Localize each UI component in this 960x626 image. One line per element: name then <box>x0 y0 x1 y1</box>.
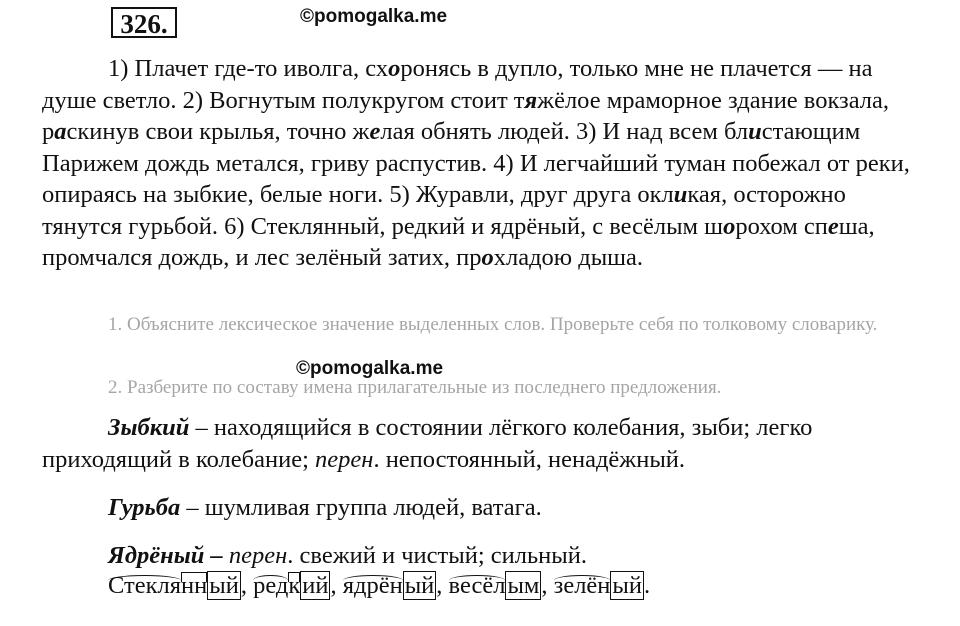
highlighted-letter: и <box>748 118 762 145</box>
root-morpheme: ред <box>253 572 289 599</box>
highlighted-letter: я <box>524 86 538 114</box>
text-segment: ронясь в дупло, только мне не плачется — на душе светло. 2) Вогнутым полукругом стоит т <box>42 55 873 114</box>
abbreviation: перен <box>228 542 288 569</box>
term: Гурьба <box>108 494 181 521</box>
exercise-paragraph <box>42 53 922 274</box>
highlighted-letter: е <box>369 118 381 145</box>
ending-morpheme: ый <box>404 572 435 599</box>
ending-morpheme: ий <box>302 572 329 599</box>
suffix-morpheme: нн <box>181 572 208 599</box>
abbreviation: перен <box>315 446 374 473</box>
root-morpheme: весёл <box>448 572 506 599</box>
text-segment: жёлое мраморное здание вокзала, р <box>42 86 890 145</box>
ending-morpheme: ым <box>507 572 540 599</box>
root-morpheme: ядрён <box>342 572 403 599</box>
separator: , <box>436 572 449 599</box>
highlighted-letter: е <box>827 212 839 240</box>
dash: – <box>180 494 205 521</box>
highlighted-letter: о <box>481 244 494 271</box>
definitions <box>42 412 922 572</box>
definition-text: . непостоянный, ненадёжный. <box>373 446 686 473</box>
text-segment: кая, осторожно тянутся гурьбой. 6) Стеклянный, редкий и ядрёный, с весёлым ш <box>42 181 846 240</box>
exercise-text <box>42 53 922 274</box>
text-segment: скинув свои крылья, точно ж <box>66 118 370 145</box>
analyzed-word <box>343 566 437 606</box>
text-segment: стающим Парижем дождь метался, гриву распустив. 4) И легчайший туман побежал от реки, опираясь на зыбкие, белые ноги. 5) Журавли, друг друга окл <box>42 118 910 208</box>
root-morpheme: зелён <box>553 572 611 599</box>
highlighted-letter: о <box>388 55 401 82</box>
highlighted-letter: о <box>723 212 736 240</box>
task-1: 1. Объясните лексическое значение выделенных слов. Проверьте себя по толковому словарику. <box>108 314 878 335</box>
definition-1 <box>42 412 922 476</box>
separator: , <box>330 572 343 599</box>
analyzed-word <box>449 566 542 606</box>
watermark-top: ©pomogalka.me <box>300 6 448 27</box>
definition-text: находящийся в состоянии лёгкого колебания, зыби; легко приходящий в колебание; <box>42 414 813 473</box>
dash: – <box>204 542 229 569</box>
text-segment: рохом сп <box>735 212 828 240</box>
definition-text: шумливая группа людей, ватага. <box>204 494 542 521</box>
definition-text: . свежий и чистый; сильный. <box>287 542 587 569</box>
separator: , <box>541 572 554 599</box>
ending-morpheme: ый <box>209 572 239 599</box>
analyzed-word <box>108 566 241 606</box>
suffix-morpheme: к <box>288 572 301 599</box>
text-segment: хладою дыша. <box>493 244 644 271</box>
exercise-number: 326. <box>111 7 177 38</box>
analyzed-word <box>253 566 330 606</box>
morpheme-analysis <box>108 566 650 606</box>
highlighted-letter: а <box>54 118 67 145</box>
highlighted-letter: и <box>673 181 688 208</box>
ending-morpheme: ый <box>612 572 642 599</box>
watermark-middle: ©pomogalka.me <box>296 358 444 379</box>
term: Зыбкий <box>108 414 190 441</box>
separator: , <box>240 572 254 599</box>
text-segment: ша, промчался дождь, и лес зелёный затих, пр <box>42 212 875 271</box>
task-2: 2. Разберите по составу имена прилагательные из последнего предложения. <box>108 377 722 398</box>
definition-2 <box>42 492 922 524</box>
text-segment: 1) Плачет где-то иволга, сх <box>108 55 389 82</box>
root-morpheme: Стекля <box>108 572 181 599</box>
analyzed-word <box>554 566 644 606</box>
dash: – <box>189 414 214 441</box>
term: Ядрёный <box>108 542 205 569</box>
separator: . <box>644 572 651 599</box>
text-segment: лая обнять людей. 3) И над всем бл <box>380 118 749 145</box>
